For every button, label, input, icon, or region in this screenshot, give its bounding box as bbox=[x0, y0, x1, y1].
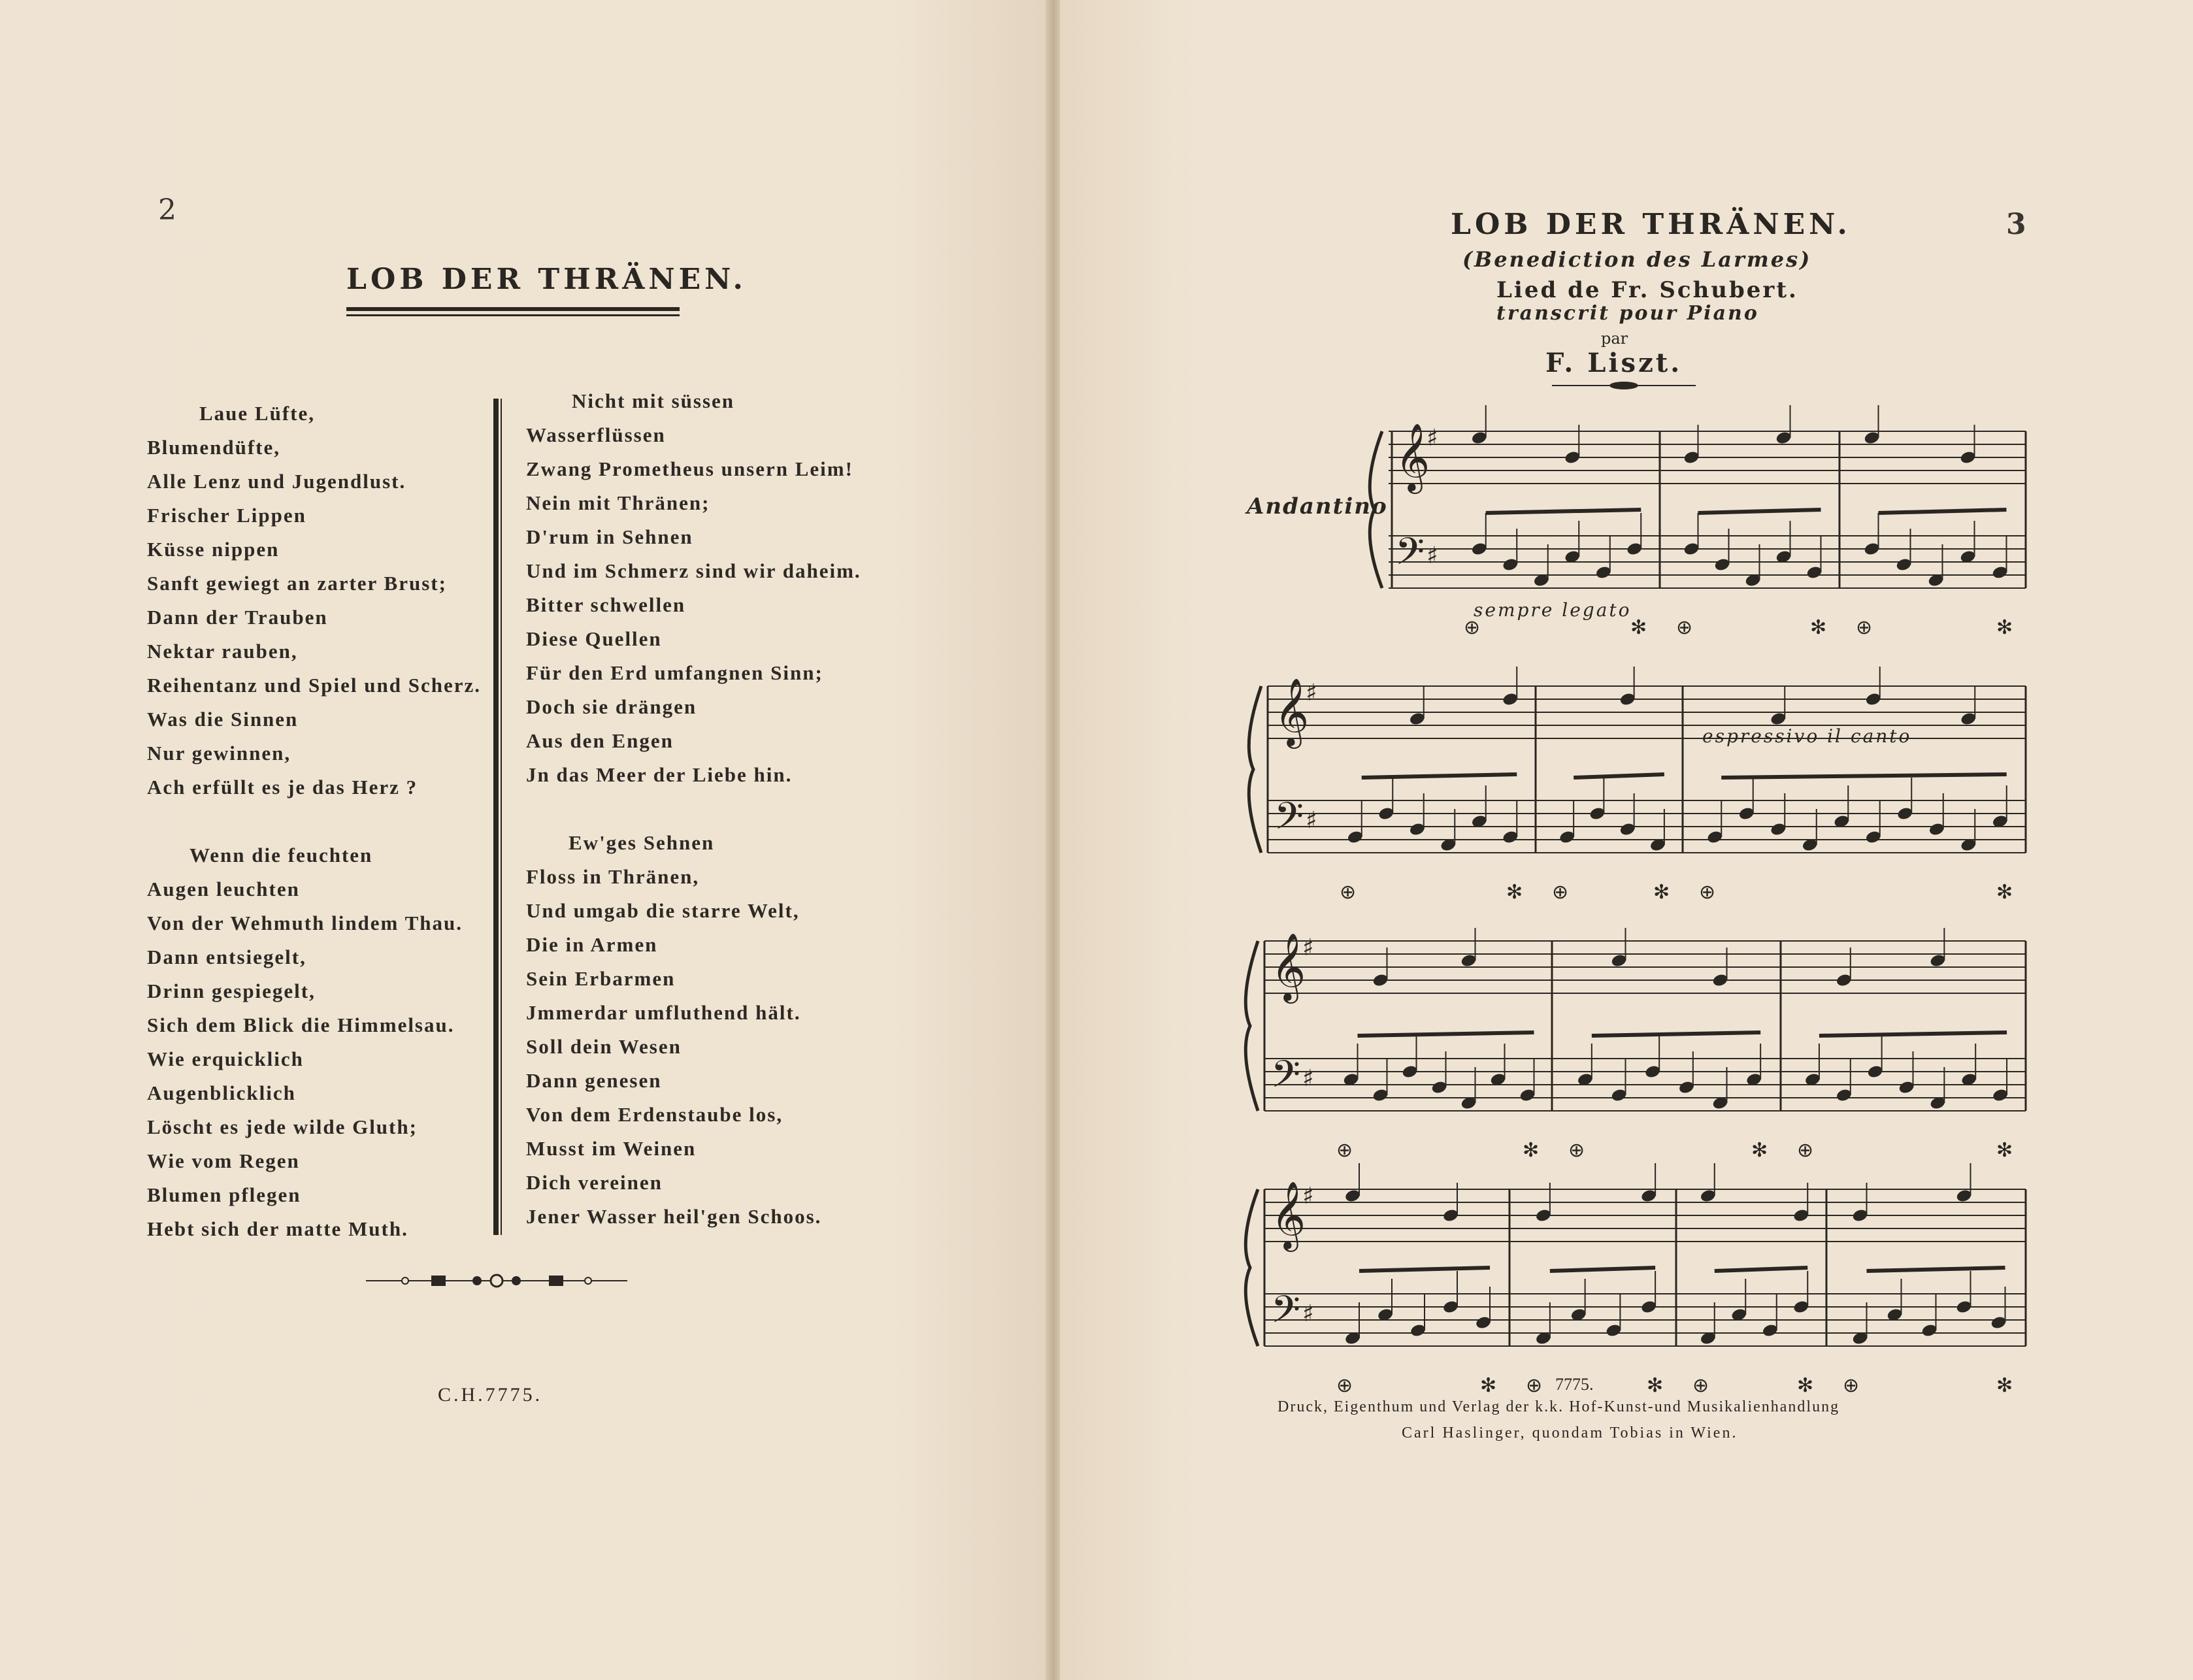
imprint-line: Druck, Eigenthum und Verlag der k.k. Hof-Kunst-und Musikalienhandlung bbox=[1278, 1398, 1840, 1415]
poem-line: Nein mit Thränen; bbox=[526, 491, 710, 514]
pedal-mark: ⊕ bbox=[1552, 881, 1569, 904]
pedal-release-mark: ✻ bbox=[1996, 616, 2013, 639]
pedal-release-mark: ✻ bbox=[1506, 881, 1523, 904]
piece-title: LOB DER THRÄNEN. bbox=[1451, 208, 1851, 241]
poem-line: Sein Erbarmen bbox=[526, 967, 676, 990]
poem-line: Nur gewinnen, bbox=[147, 742, 291, 765]
pedal-mark: ⊕ bbox=[1340, 881, 1357, 904]
poem-line: Bitter schwellen bbox=[526, 593, 686, 616]
poem-line: Nektar rauben, bbox=[147, 640, 298, 663]
tempo-marking: Andantino bbox=[1247, 493, 1388, 519]
poem-line: Drinn gespiegelt, bbox=[147, 980, 316, 1002]
system-brace bbox=[1245, 941, 1258, 1111]
note-beam bbox=[1359, 1268, 1490, 1271]
key-signature: ♯ bbox=[1302, 1065, 1314, 1092]
key-signature: ♯ bbox=[1426, 542, 1438, 569]
expression-marking: espressivo il canto bbox=[1702, 725, 1912, 747]
poem-line: Was die Sinnen bbox=[147, 708, 299, 731]
poem-line: Sanft gewiegt an zarter Brust; bbox=[147, 572, 447, 595]
pedal-release-mark: ✻ bbox=[1797, 1374, 1814, 1397]
title-rule bbox=[346, 314, 680, 316]
poem-line: Jn das Meer der Liebe hin. bbox=[526, 763, 793, 786]
key-signature: ♯ bbox=[1426, 425, 1438, 452]
imprint-line: Carl Haslinger, quondam Tobias in Wien. bbox=[1402, 1425, 1738, 1441]
pedal-release-mark: ✻ bbox=[1647, 1374, 1664, 1397]
note-beam bbox=[1486, 510, 1641, 513]
poem-line: Dann genesen bbox=[526, 1069, 662, 1092]
poem-line: Von dem Erdenstaube los, bbox=[526, 1103, 783, 1126]
pedal-mark: ⊕ bbox=[1856, 616, 1873, 639]
poem-line: Für den Erd umfangnen Sinn; bbox=[526, 661, 823, 684]
poem-line: Wie vom Regen bbox=[147, 1149, 300, 1172]
poem-line: Jener Wasser heil'gen Schoos. bbox=[526, 1205, 822, 1228]
song-credit: Lied de Fr. Schubert. bbox=[1496, 277, 1798, 303]
poem-line: Und im Schmerz sind wir daheim. bbox=[526, 559, 861, 582]
key-signature: ♯ bbox=[1306, 680, 1317, 706]
book-gutter bbox=[1046, 0, 1061, 1680]
poem-line: Küsse nippen bbox=[147, 538, 280, 561]
plate-number: C.H.7775. bbox=[438, 1384, 543, 1406]
ornament-divider bbox=[366, 1273, 627, 1289]
note-beam bbox=[1879, 510, 2007, 513]
column-divider bbox=[493, 399, 499, 1235]
music-score bbox=[1228, 379, 2039, 1397]
poem-line: Musst im Weinen bbox=[526, 1137, 697, 1160]
pedal-release-mark: ✻ bbox=[1996, 1139, 2013, 1162]
pedal-mark: ⊕ bbox=[1336, 1374, 1353, 1397]
left-page bbox=[0, 0, 1053, 1680]
poem-line: Reihentanz und Spiel und Scherz. bbox=[147, 674, 482, 697]
key-signature: ♯ bbox=[1302, 1183, 1314, 1210]
note-beam bbox=[1358, 1032, 1534, 1036]
pedal-mark: ⊕ bbox=[1699, 881, 1716, 904]
poem-line: Alle Lenz und Jugendlust. bbox=[147, 470, 406, 493]
note-beam bbox=[1867, 1268, 2005, 1271]
pedal-mark: ⊕ bbox=[1526, 1374, 1543, 1397]
treble-clef: 𝄞 bbox=[1271, 932, 1306, 1001]
poem-line: Jmmerdar umfluthend hält. bbox=[526, 1001, 801, 1024]
piece-subtitle: (Benediction des Larmes) bbox=[1462, 247, 1812, 272]
note-beam bbox=[1715, 1268, 1808, 1271]
composer: F. Liszt. bbox=[1545, 348, 1683, 378]
system-brace bbox=[1249, 686, 1261, 853]
bass-clef: 𝄢 bbox=[1271, 1287, 1301, 1341]
pedal-mark: ⊕ bbox=[1797, 1139, 1814, 1162]
pedal-mark: ⊕ bbox=[1676, 616, 1693, 639]
poem-line: Augen leuchten bbox=[147, 878, 300, 900]
poem-line: Wenn die feuchten bbox=[190, 844, 373, 866]
pedal-release-mark: ✻ bbox=[1751, 1139, 1768, 1162]
pedal-mark: ⊕ bbox=[1843, 1374, 1860, 1397]
note-beam bbox=[1698, 510, 1821, 513]
key-signature: ♯ bbox=[1302, 934, 1314, 961]
poem-line: Aus den Engen bbox=[526, 729, 674, 752]
poem-line: Löscht es jede wilde Gluth; bbox=[147, 1115, 418, 1138]
note-beam bbox=[1574, 774, 1664, 778]
par-label: par bbox=[1601, 329, 1628, 348]
pedal-release-mark: ✻ bbox=[1653, 881, 1670, 904]
poem-title: LOB DER THRÄNEN. bbox=[346, 263, 747, 296]
pedal-mark: ⊕ bbox=[1464, 616, 1481, 639]
poem-line: Zwang Prometheus unsern Leim! bbox=[526, 457, 853, 480]
poem-line: Wie erquicklich bbox=[147, 1047, 304, 1070]
poem-line: D'rum in Sehnen bbox=[526, 525, 693, 548]
poem-line: Wasserflüssen bbox=[526, 423, 666, 446]
title-rule bbox=[346, 307, 680, 311]
pedal-release-mark: ✻ bbox=[1810, 616, 1827, 639]
poem-line: Augenblicklich bbox=[147, 1081, 296, 1104]
poem-line: Blumendüfte, bbox=[147, 436, 280, 459]
poem-line: Blumen pflegen bbox=[147, 1183, 301, 1206]
poem-line: Dann entsiegelt, bbox=[147, 946, 306, 968]
treble-clef: 𝄞 bbox=[1274, 678, 1310, 746]
bass-clef: 𝄢 bbox=[1274, 794, 1304, 848]
note-beam bbox=[1362, 774, 1517, 778]
poem-line: Diese Quellen bbox=[526, 627, 662, 650]
page-number: 3 bbox=[2006, 208, 2026, 241]
pedal-release-mark: ✻ bbox=[1996, 881, 2013, 904]
pedal-release-mark: ✻ bbox=[1630, 616, 1647, 639]
poem-column-right bbox=[526, 384, 861, 1234]
pedal-mark: ⊕ bbox=[1568, 1139, 1585, 1162]
bass-clef: 𝄢 bbox=[1395, 529, 1425, 583]
pedal-release-mark: ✻ bbox=[1523, 1139, 1540, 1162]
poem-line: Dann der Trauben bbox=[147, 606, 328, 629]
poem-line: Und umgab die starre Welt, bbox=[526, 899, 800, 922]
poem-line: Soll dein Wesen bbox=[526, 1035, 682, 1058]
poem-line: Dich vereinen bbox=[526, 1171, 663, 1194]
poem-line: Hebt sich der matte Muth. bbox=[147, 1217, 408, 1240]
pedal-release-mark: ✻ bbox=[1996, 1374, 2013, 1397]
key-signature: ♯ bbox=[1302, 1300, 1314, 1327]
system-brace bbox=[1245, 1189, 1258, 1346]
poem-line: Von der Wehmuth lindem Thau. bbox=[147, 912, 463, 934]
plate-number: 7775. bbox=[1555, 1375, 1594, 1394]
transcription-note: transcrit pour Piano bbox=[1496, 302, 1759, 325]
note-beam bbox=[1592, 1032, 1760, 1036]
treble-clef: 𝄞 bbox=[1395, 423, 1430, 491]
poem-line: Sich dem Blick die Himmelsau. bbox=[147, 1013, 455, 1036]
poem-column-left bbox=[147, 397, 481, 1246]
note-beam bbox=[1550, 1268, 1655, 1271]
treble-clef: 𝄞 bbox=[1271, 1181, 1306, 1249]
poem-line: Floss in Thränen, bbox=[526, 865, 700, 888]
poem-line: Ew'ges Sehnen bbox=[569, 831, 715, 854]
poem-line: Doch sie drängen bbox=[526, 695, 697, 718]
bass-clef: 𝄢 bbox=[1271, 1052, 1301, 1106]
poem-line: Laue Lüfte, bbox=[199, 402, 315, 425]
pedal-release-mark: ✻ bbox=[1480, 1374, 1497, 1397]
column-divider bbox=[501, 399, 502, 1235]
key-signature: ♯ bbox=[1306, 807, 1317, 834]
note-beam bbox=[1819, 1032, 2007, 1036]
poem-line: Frischer Lippen bbox=[147, 504, 306, 527]
poem-line: Nicht mit süssen bbox=[572, 389, 735, 412]
pedal-mark: ⊕ bbox=[1336, 1139, 1353, 1162]
note-beam bbox=[1721, 774, 2007, 778]
poem-line: Ach erfüllt es je das Herz ? bbox=[147, 776, 418, 799]
page-number: 2 bbox=[158, 193, 176, 227]
expression-marking: sempre legato bbox=[1474, 599, 1632, 621]
poem-line: Die in Armen bbox=[526, 933, 658, 956]
pedal-mark: ⊕ bbox=[1692, 1374, 1709, 1397]
